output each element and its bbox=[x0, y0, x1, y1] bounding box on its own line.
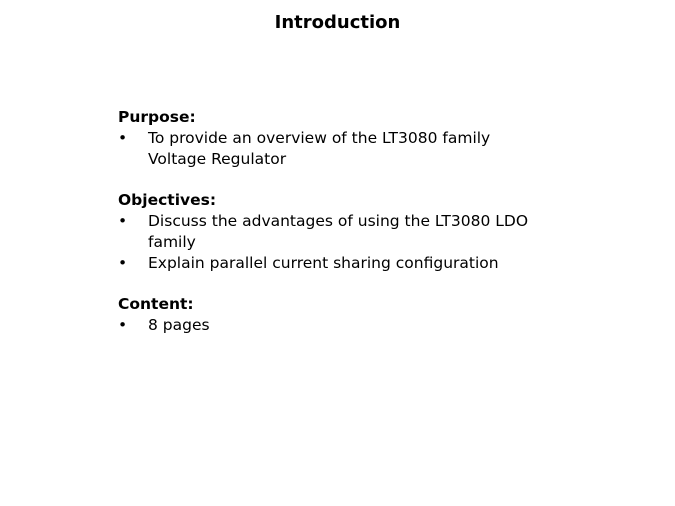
list-item bbox=[118, 211, 548, 253]
list-item-text: Explain parallel current sharing configuration bbox=[148, 254, 499, 272]
slide-title: Introduction bbox=[274, 12, 401, 33]
content-heading: Content: bbox=[118, 295, 194, 313]
list-item-text: To provide an overview of the LT3080 family Voltage Regulator bbox=[148, 129, 491, 168]
purpose-heading: Purpose: bbox=[118, 108, 196, 126]
list-item bbox=[118, 253, 548, 274]
list-item-text: Discuss the advantages of using the LT3080 LDO family bbox=[148, 212, 529, 251]
bullet-icon: • bbox=[118, 254, 128, 272]
list-item-text: 8 pages bbox=[148, 316, 210, 334]
slide-body bbox=[118, 107, 548, 336]
list-item bbox=[118, 128, 548, 170]
bullet-icon: • bbox=[118, 129, 128, 147]
objectives-heading: Objectives: bbox=[118, 191, 217, 209]
bullet-icon: • bbox=[118, 316, 128, 334]
bullet-icon: • bbox=[118, 212, 128, 230]
list-item bbox=[118, 315, 548, 336]
